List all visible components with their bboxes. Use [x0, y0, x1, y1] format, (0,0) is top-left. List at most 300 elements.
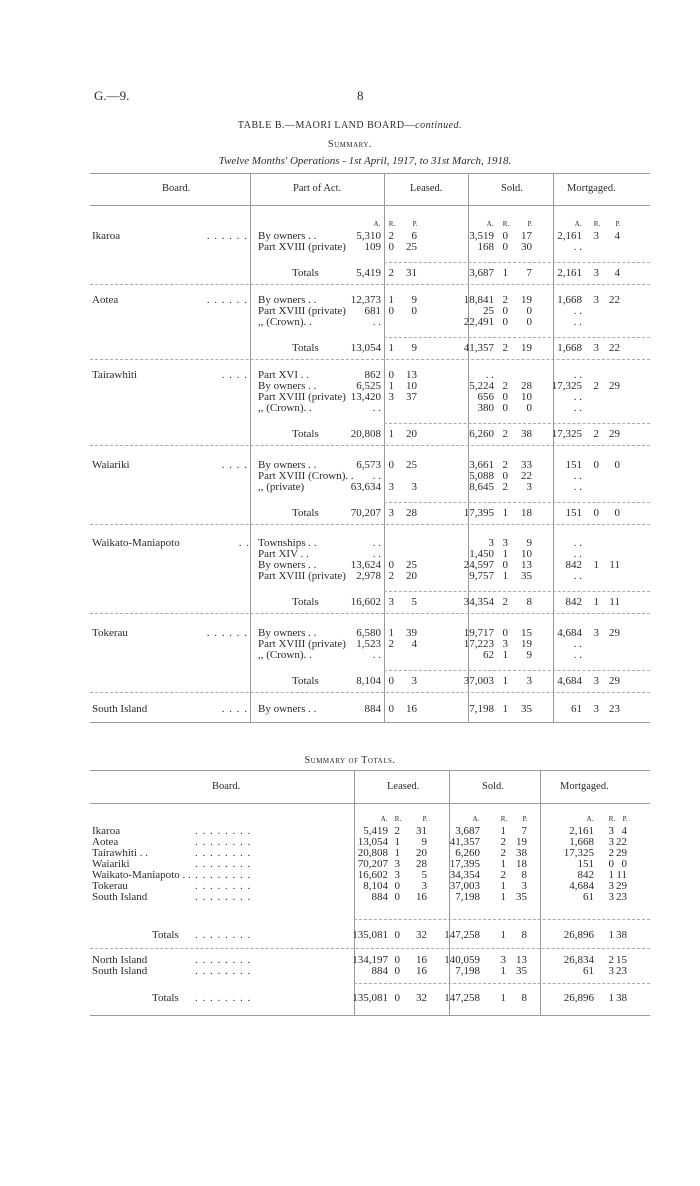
- leased-value-acres: 6,525: [356, 380, 381, 392]
- mortgaged-value-perches: 4: [614, 230, 620, 242]
- mortgaged-value-roods: 3: [593, 703, 599, 715]
- grand-total-sold-perches: 8: [521, 929, 527, 941]
- total-mortgaged-perches: 4: [614, 267, 620, 279]
- totals-mortgaged-value-acres: 17,325: [563, 847, 594, 859]
- totals-leased-value-perches: 16: [416, 954, 427, 966]
- total-leased-perches: 31: [406, 267, 417, 279]
- total-leased-roods: 0: [388, 675, 394, 687]
- leader-dots: . .: [238, 537, 250, 549]
- leader-dots: . . . . . . . .: [195, 858, 252, 870]
- total-mortgaged-acres: 151: [565, 507, 582, 519]
- sold-value-perches: 19: [521, 294, 532, 306]
- leased-value-roods: 2: [388, 570, 394, 582]
- mortgaged-value-perches: 29: [609, 627, 620, 639]
- mortgaged-value-acres: 2,161: [557, 230, 582, 242]
- totals-sold-value-acres: 3,687: [455, 825, 480, 837]
- sold-value-roods: 0: [502, 559, 508, 571]
- sold-value-roods: 1: [502, 649, 508, 661]
- totals-leased-a-label: A.: [380, 815, 388, 823]
- part-of-act: ,, (Crown). .: [258, 316, 312, 328]
- totals-mortgaged-value-perches: 11: [616, 869, 627, 881]
- leased-value-perches: 0: [411, 305, 417, 317]
- totals-sold-value-acres: 7,198: [455, 891, 480, 903]
- sold-value-perches: 28: [521, 380, 532, 392]
- totals-bottom-rule: [90, 1015, 650, 1016]
- mortgaged-value-acres: . .: [573, 481, 582, 493]
- leased-value-acres: . .: [372, 316, 381, 328]
- subtotal-rule: [384, 502, 650, 503]
- total-leased-perches: 3: [411, 675, 417, 687]
- total-mortgaged-perches: 0: [614, 507, 620, 519]
- leased-value-roods: 3: [388, 481, 394, 493]
- board-name: Tokerau: [92, 627, 128, 639]
- totals-sold-value-perches: 8: [521, 869, 527, 881]
- summary-mortgaged-a-label: A.: [574, 220, 582, 228]
- summary-top-rule: [90, 173, 650, 174]
- island-totals-label: Totals: [152, 992, 179, 1004]
- island-total-sold-roods: 1: [500, 992, 506, 1004]
- leased-value-roods: 2: [388, 638, 394, 650]
- totals-board-name: Ikaroa: [92, 825, 121, 837]
- summary-mortgaged-r-label: R.: [593, 220, 601, 228]
- board-name: South Island: [92, 703, 148, 715]
- mortgaged-value-roods: 2: [593, 380, 599, 392]
- totals-sold-value-acres: 17,395: [449, 858, 480, 870]
- mortgaged-value-acres: 842: [565, 559, 582, 571]
- totals-leased-value-acres: 884: [371, 891, 388, 903]
- mortgaged-value-acres: . .: [573, 369, 582, 381]
- totals-board-name: North Island: [92, 954, 148, 966]
- totals-leased-value-acres: 884: [371, 965, 388, 977]
- sold-value-perches: 3: [526, 481, 532, 493]
- totals-sold-value-perches: 38: [516, 847, 527, 859]
- totals-sold-p-label: P.: [522, 815, 528, 823]
- totals-sold-a-label: A.: [472, 815, 480, 823]
- totals-mortgaged-value-perches: 23: [616, 891, 627, 903]
- totals-leased-value-roods: 3: [394, 858, 400, 870]
- totals-leased-value-perches: 16: [416, 891, 427, 903]
- totals-leased-value-roods: 0: [394, 880, 400, 892]
- sold-value-acres: 380: [477, 402, 494, 414]
- total-sold-roods: 2: [502, 596, 508, 608]
- totals-sold-header: Sold.: [482, 781, 504, 792]
- summary-sold-p-label: P.: [527, 220, 533, 228]
- total-leased-acres: 70,207: [350, 507, 381, 519]
- mortgaged-value-roods: 3: [593, 230, 599, 242]
- total-mortgaged-acres: 1,668: [557, 342, 582, 354]
- sold-value-acres: 22,491: [463, 316, 494, 328]
- totals-leased-value-roods: 2: [394, 825, 400, 837]
- mortgaged-value-perches: 0: [614, 459, 620, 471]
- totals-mortgaged-value-perches: 22: [616, 836, 627, 848]
- sold-value-acres: 7,198: [469, 703, 494, 715]
- summary-mortgaged-p-label: P.: [615, 220, 621, 228]
- leased-value-acres: 13,420: [350, 391, 381, 403]
- mortgaged-value-perches: 11: [609, 559, 620, 571]
- totals-header-rule: [90, 803, 650, 804]
- summary-leased-p-label: P.: [412, 220, 418, 228]
- sold-value-roods: 3: [502, 537, 508, 549]
- totals-board-header: Board.: [212, 781, 241, 792]
- leased-value-roods: 0: [388, 241, 394, 253]
- sold-value-roods: 0: [502, 402, 508, 414]
- sold-value-perches: 33: [521, 459, 532, 471]
- totals-mortgaged-value-acres: 4,684: [569, 880, 594, 892]
- sold-value-roods: 0: [502, 230, 508, 242]
- totals-leased-value-roods: 0: [394, 954, 400, 966]
- island-total-mortgaged-acres: 26,896: [563, 992, 594, 1004]
- mortgaged-value-acres: . .: [573, 470, 582, 482]
- island-total-sold-acres: 147,258: [444, 992, 480, 1004]
- part-of-act: ,, (Crown). .: [258, 649, 312, 661]
- totals-mortgaged-value-roods: 1: [608, 869, 614, 881]
- mortgaged-value-acres: . .: [573, 391, 582, 403]
- leader-dots: . . . . . . . .: [195, 825, 252, 837]
- sold-value-roods: 0: [502, 241, 508, 253]
- totals-sold-value-roods: 1: [500, 891, 506, 903]
- sold-value-perches: 0: [526, 402, 532, 414]
- part-of-act: Part XVIII (private): [258, 391, 346, 403]
- totals-sold-value-roods: 2: [500, 869, 506, 881]
- leader-dots: . . . .: [221, 459, 248, 471]
- totals-board-name: Tairawhiti . .: [92, 847, 149, 859]
- totals-mortgaged-value-acres: 1,668: [569, 836, 594, 848]
- sold-value-acres: 5,224: [469, 380, 494, 392]
- totals-label: Totals: [292, 342, 319, 354]
- sold-value-acres: 656: [477, 391, 494, 403]
- totals-leased-value-perches: 20: [416, 847, 427, 859]
- summary-header-rule: [90, 205, 650, 206]
- totals-mortgaged-value-acres: 26,834: [563, 954, 594, 966]
- totals-leased-value-acres: 134,197: [352, 954, 388, 966]
- group-separator-rule: [90, 524, 650, 525]
- part-of-act: Part XVIII (private): [258, 305, 346, 317]
- leased-value-roods: 0: [388, 703, 394, 715]
- sold-value-acres: 9,757: [469, 570, 494, 582]
- totals-leased-r-label: R.: [394, 815, 402, 823]
- part-of-act: By owners . .: [258, 294, 317, 306]
- leased-value-perches: 4: [411, 638, 417, 650]
- summary-sold-r-label: R.: [502, 220, 510, 228]
- board-name: Aotea: [92, 294, 119, 306]
- island-sum-rule: [354, 983, 650, 984]
- mortgaged-value-perches: 22: [609, 294, 620, 306]
- totals-leased-value-acres: 16,602: [357, 869, 388, 881]
- leased-value-acres: 63,634: [350, 481, 381, 493]
- totals-label: Totals: [292, 675, 319, 687]
- board-name: Waiariki: [92, 459, 130, 471]
- part-of-act: Part XVIII (private): [258, 570, 346, 582]
- sold-value-roods: 0: [502, 305, 508, 317]
- totals-leased-value-acres: 8,104: [363, 880, 388, 892]
- group-separator-rule: [90, 692, 650, 693]
- totals-sold-value-acres: 34,354: [449, 869, 480, 881]
- totals-leased-value-roods: 1: [394, 847, 400, 859]
- leader-dots: . . . . . . . .: [195, 847, 252, 859]
- total-leased-acres: 20,808: [350, 428, 381, 440]
- sold-value-acres: 1,450: [469, 548, 494, 560]
- total-sold-roods: 1: [502, 507, 508, 519]
- leased-value-perches: 25: [406, 559, 417, 571]
- total-sold-roods: 2: [502, 428, 508, 440]
- leased-value-acres: 884: [364, 703, 381, 715]
- totals-mortgaged-value-perches: 15: [616, 954, 627, 966]
- sold-value-perches: 35: [521, 703, 532, 715]
- part-of-act: Part XVIII (Crown). .: [258, 470, 354, 482]
- sold-value-perches: 9: [526, 649, 532, 661]
- mortgaged-value-acres: 151: [565, 459, 582, 471]
- grand-total-leased-acres: 135,081: [352, 929, 388, 941]
- page-code: G.—9.: [94, 88, 130, 103]
- leader-dots: . . . . . . . .: [195, 880, 252, 892]
- grand-total-mortgaged-perches: 38: [616, 929, 627, 941]
- totals-leased-value-roods: 1: [394, 836, 400, 848]
- total-leased-perches: 9: [411, 342, 417, 354]
- total-leased-roods: 3: [388, 596, 394, 608]
- board-name: Waikato-Maniapoto: [92, 537, 180, 549]
- totals-leased-value-perches: 28: [416, 858, 427, 870]
- leased-value-perches: 20: [406, 570, 417, 582]
- mortgaged-value-roods: 0: [593, 459, 599, 471]
- grand-totals-label: Totals: [152, 929, 179, 941]
- totals-leased-value-roods: 0: [394, 965, 400, 977]
- summary-board-header: Board.: [162, 183, 191, 194]
- total-leased-acres: 16,602: [350, 596, 381, 608]
- totals-sold-value-roods: 1: [500, 965, 506, 977]
- total-sold-acres: 34,354: [463, 596, 494, 608]
- sold-value-acres: 17,223: [463, 638, 494, 650]
- leased-value-roods: 0: [388, 305, 394, 317]
- leased-value-perches: 16: [406, 703, 417, 715]
- leased-value-acres: . .: [372, 402, 381, 414]
- totals-sold-value-perches: 13: [516, 954, 527, 966]
- mortgaged-value-roods: 3: [593, 627, 599, 639]
- totals-leased-value-acres: 5,419: [363, 825, 388, 837]
- totals-leased-value-perches: 5: [421, 869, 427, 881]
- leased-value-perches: 39: [406, 627, 417, 639]
- totals-sold-value-roods: 2: [500, 836, 506, 848]
- leased-value-acres: . .: [372, 537, 381, 549]
- summary-leased-header: Leased.: [410, 183, 443, 194]
- sold-value-acres: 18,841: [463, 294, 494, 306]
- leased-value-roods: 1: [388, 294, 394, 306]
- mortgaged-value-roods: 3: [593, 294, 599, 306]
- grand-total-sold-roods: 1: [500, 929, 506, 941]
- group-separator-rule: [90, 284, 650, 285]
- totals-leased-p-label: P.: [422, 815, 428, 823]
- total-sold-acres: 41,357: [463, 342, 494, 354]
- totals-board-name: Waikato-Maniapoto . .: [92, 869, 191, 881]
- leased-value-acres: 6,580: [356, 627, 381, 639]
- total-mortgaged-roods: 2: [593, 428, 599, 440]
- subtotal-rule: [384, 591, 650, 592]
- total-leased-perches: 28: [406, 507, 417, 519]
- total-mortgaged-roods: 3: [593, 267, 599, 279]
- totals-leased-header: Leased.: [387, 781, 420, 792]
- totals-mortgaged-value-roods: 2: [608, 847, 614, 859]
- leased-value-perches: 37: [406, 391, 417, 403]
- sold-value-acres: 24,597: [463, 559, 494, 571]
- sold-value-acres: 3,661: [469, 459, 494, 471]
- total-leased-acres: 5,419: [356, 267, 381, 279]
- sold-value-perches: 13: [521, 559, 532, 571]
- group-separator-rule: [90, 359, 650, 360]
- leased-value-perches: 9: [411, 294, 417, 306]
- totals-mortgaged-value-roods: 3: [608, 891, 614, 903]
- mortgaged-value-acres: . .: [573, 638, 582, 650]
- sold-value-acres: 25: [483, 305, 494, 317]
- totals-sold-value-roods: 3: [500, 954, 506, 966]
- leased-value-roods: 0: [388, 369, 394, 381]
- sold-value-perches: 10: [521, 548, 532, 560]
- totals-label: Totals: [292, 267, 319, 279]
- part-of-act: Part XVI . .: [258, 369, 310, 381]
- totals-leased-value-perches: 3: [421, 880, 427, 892]
- sold-value-perches: 19: [521, 638, 532, 650]
- sold-value-roods: 0: [502, 316, 508, 328]
- leased-value-acres: 109: [364, 241, 381, 253]
- leased-value-acres: 2,978: [356, 570, 381, 582]
- total-sold-perches: 18: [521, 507, 532, 519]
- grand-total-sold-acres: 147,258: [444, 929, 480, 941]
- totals-mortgaged-value-roods: 3: [608, 880, 614, 892]
- mortgaged-value-acres: . .: [573, 316, 582, 328]
- leased-value-perches: 6: [411, 230, 417, 242]
- subtotal-rule: [384, 337, 650, 338]
- leased-value-perches: 10: [406, 380, 417, 392]
- leased-value-roods: 0: [388, 459, 394, 471]
- totals-leased-value-perches: 9: [421, 836, 427, 848]
- total-leased-acres: 13,054: [350, 342, 381, 354]
- sold-value-roods: 2: [502, 380, 508, 392]
- total-sold-perches: 7: [526, 267, 532, 279]
- totals-mortgaged-value-acres: 2,161: [569, 825, 594, 837]
- sold-value-roods: 2: [502, 481, 508, 493]
- totals-board-name: South Island: [92, 891, 148, 903]
- totals-sold-value-roods: 1: [500, 858, 506, 870]
- sold-value-acres: . .: [485, 369, 494, 381]
- total-sold-perches: 38: [521, 428, 532, 440]
- leased-value-acres: 13,624: [350, 559, 381, 571]
- leased-value-roods: 1: [388, 380, 394, 392]
- totals-sold-value-perches: 35: [516, 965, 527, 977]
- sold-value-roods: 0: [502, 470, 508, 482]
- grand-total-leased-roods: 0: [394, 929, 400, 941]
- totals-sold-value-perches: 19: [516, 836, 527, 848]
- leader-dots: . . . . . . . .: [195, 954, 252, 966]
- total-mortgaged-acres: 842: [565, 596, 582, 608]
- part-of-act: ,, (Crown). .: [258, 402, 312, 414]
- totals-mortgaged-a-label: A.: [586, 815, 594, 823]
- leader-dots: . . . . . . . .: [195, 992, 252, 1004]
- totals-sold-value-roods: 1: [500, 880, 506, 892]
- totals-sold-value-acres: 140,059: [444, 954, 480, 966]
- leader-dots: . . . . . . . .: [195, 929, 252, 941]
- totals-mortgaged-value-acres: 61: [583, 965, 594, 977]
- leader-dots: . . . . . . . .: [195, 891, 252, 903]
- summary-leased-r-label: R.: [388, 220, 396, 228]
- totals-sold-value-perches: 35: [516, 891, 527, 903]
- leader-dots: . . . .: [221, 703, 248, 715]
- summary-bottom-rule: [90, 722, 650, 723]
- totals-mortgaged-header: Mortgaged.: [560, 781, 609, 792]
- sold-value-roods: 2: [502, 294, 508, 306]
- mortgaged-value-perches: 23: [609, 703, 620, 715]
- totals-leased-value-acres: 20,808: [357, 847, 388, 859]
- totals-sold-value-roods: 2: [500, 847, 506, 859]
- total-mortgaged-perches: 22: [609, 342, 620, 354]
- sold-value-roods: 0: [502, 627, 508, 639]
- total-sold-perches: 19: [521, 342, 532, 354]
- total-leased-perches: 20: [406, 428, 417, 440]
- totals-leased-value-roods: 3: [394, 869, 400, 881]
- total-sold-acres: 37,003: [463, 675, 494, 687]
- leader-dots: . . . . . . . .: [195, 869, 252, 881]
- totals-mortgaged-value-roods: 3: [608, 965, 614, 977]
- summary-sold-header: Sold.: [501, 183, 523, 194]
- total-mortgaged-roods: 3: [593, 342, 599, 354]
- leased-value-acres: 6,573: [356, 459, 381, 471]
- board-part-divider: [250, 173, 251, 722]
- summary-sold-a-label: A.: [486, 220, 494, 228]
- mortgaged-value-acres: . .: [573, 570, 582, 582]
- totals-leased-value-acres: 13,054: [357, 836, 388, 848]
- totals-mortgaged-value-acres: 61: [583, 891, 594, 903]
- totals-sold-r-label: R.: [500, 815, 508, 823]
- part-of-act: By owners . .: [258, 703, 317, 715]
- total-mortgaged-roods: 0: [593, 507, 599, 519]
- summary-mortgaged-header: Mortgaged.: [567, 183, 616, 194]
- totals-separator-rule: [90, 948, 650, 949]
- subtotal-rule: [384, 670, 650, 671]
- part-of-act: Townships . .: [258, 537, 317, 549]
- leased-value-acres: 862: [364, 369, 381, 381]
- totals-sold-value-acres: 37,003: [449, 880, 480, 892]
- totals-mortgaged-value-perches: 29: [616, 847, 627, 859]
- sold-value-perches: 0: [526, 305, 532, 317]
- sold-value-acres: 19,717: [463, 627, 494, 639]
- total-leased-roods: 3: [388, 507, 394, 519]
- mortgaged-value-acres: 1,668: [557, 294, 582, 306]
- mortgaged-value-acres: . .: [573, 241, 582, 253]
- sold-value-roods: 1: [502, 703, 508, 715]
- total-mortgaged-acres: 2,161: [557, 267, 582, 279]
- totals-sold-value-perches: 3: [521, 880, 527, 892]
- total-mortgaged-roods: 3: [593, 675, 599, 687]
- leader-dots: . . . . . .: [206, 627, 248, 639]
- sold-value-perches: 30: [521, 241, 532, 253]
- totals-mortgaged-value-roods: 2: [608, 954, 614, 966]
- island-total-leased-acres: 135,081: [352, 992, 388, 1004]
- sold-value-roods: 3: [502, 638, 508, 650]
- island-total-leased-roods: 0: [394, 992, 400, 1004]
- leased-value-acres: . .: [372, 548, 381, 560]
- part-of-act: By owners . .: [258, 559, 317, 571]
- totals-label: Totals: [292, 596, 319, 608]
- leased-value-acres: 12,373: [350, 294, 381, 306]
- totals-mortgaged-value-perches: 23: [616, 965, 627, 977]
- grand-total-leased-perches: 32: [416, 929, 427, 941]
- totals-label: Totals: [292, 507, 319, 519]
- leased-value-acres: . .: [372, 470, 381, 482]
- totals-sold-value-acres: 41,357: [449, 836, 480, 848]
- leader-dots: . . . . . .: [206, 294, 248, 306]
- totals-leased-value-roods: 0: [394, 891, 400, 903]
- leased-value-acres: 5,310: [356, 230, 381, 242]
- sold-value-perches: 10: [521, 391, 532, 403]
- leader-dots: . . . . . .: [206, 230, 248, 242]
- part-of-act: By owners . .: [258, 230, 317, 242]
